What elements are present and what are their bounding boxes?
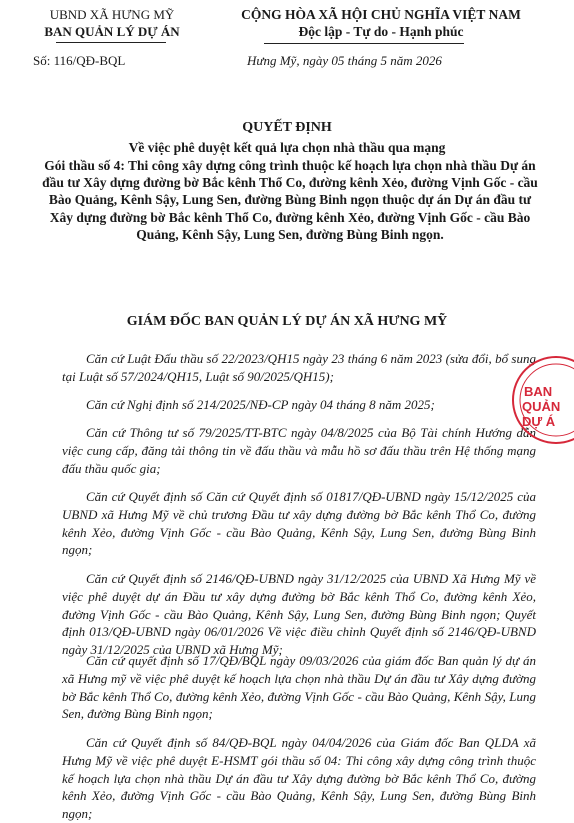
legal-basis-paragraph [62,734,536,823]
document-subject: Về việc phê duyệt kết quả lựa chọn nhà thầu qua mạng [128,140,446,155]
issuer-department: BAN QUẢN LÝ DỰ ÁN [44,24,180,39]
nation-title: CỘNG HÒA XÃ HỘI CHỦ NGHĨA VIỆT NAM [241,7,521,22]
authority-heading: GIÁM ĐỐC BAN QUẢN LÝ DỰ ÁN XÃ HƯNG MỸ [126,314,448,329]
paragraph-text: Căn cứ Quyết định số 84/QĐ-BQL ngày 04/04/2026 của Giám đốc Ban QLDA xã Hưng Mỹ về việc phê duyệt E-HSMT gói thầu số 04: Thi công xây dựng công trình thuộc kế hoạch lựa chọn nhà thầu Dự án đầu tư Xây dựng đường bờ Bắc kênh Thổ Co, đường kênh Xẻo, đường Vịnh Gốc - cầu Bào Quảng, Kênh Sậy, Lung Sen, đường Bùng Binh ngọn; [62,735,536,822]
svg-text:QUẢN: QUẢN [522,399,561,414]
paragraph-text: Căn cứ Nghị định số 214/2025/NĐ-CP ngày 04 tháng 8 năm 2025; [86,397,435,412]
paragraph-text: Căn cứ Thông tư số 79/2025/TT-BTC ngày 04/8/2025 của Bộ Tài chính Hướng dẫn việc cung cấp, đăng tải thông tin về đấu thầu và mẫu hồ sơ đấu thầu trên Hệ thống mạng đấu thầu quốc gia; [62,425,536,476]
issuer-block [12,6,212,40]
issuer-org: UBND XÃ HƯNG MỸ [49,7,175,22]
legal-basis-paragraph [62,396,536,414]
official-seal [508,352,574,442]
package-description: Gói thầu số 4: Thi công xây dựng công trình thuộc kế hoạch lựa chọn nhà thầu Dự án đầu tư Xây dựng đường bờ Bắc kênh Thổ Co, đường kênh Xẻo, đường Vịnh Gốc - cầu Bào Quảng, Kênh Sậy, Lung Sen, đường Bùng Binh ngọn thuộc dự án Dự án đầu tư Xây dựng đường bờ Bắc kênh Thổ Co, đường kênh Xẻo, đường Vịnh Gốc - cầu Bào Quảng, Kênh Sậy, Lung Sen, đường Bùng Binh ngọn. [42,158,538,242]
legal-basis-paragraph [62,350,536,386]
legal-basis-paragraph [62,424,536,477]
motto-underline [264,43,464,44]
document-title: QUYẾT ĐỊNH [242,120,332,135]
legal-basis-paragraph [62,488,536,559]
date-line: Hưng Mỹ, ngày 05 tháng 5 năm 2026 [247,53,442,68]
paragraph-text: Căn cứ Quyết định số Căn cứ Quyết định số 01817/QĐ-UBND ngày 15/12/2025 của UBND xã Hưng Mỹ về chủ trương Đầu tư xây dựng đường bờ Bắc kênh Thổ Co, đường kênh Xẻo, đường Vịnh Gốc - cầu Bào Quảng, Kênh Sậy, Lung Sen, đường Bùng Binh ngọn; [62,489,536,558]
national-motto: Độc lập - Tự do - Hạnh phúc [298,24,464,39]
legal-basis-paragraph [62,570,536,659]
document-number: Số: 116/QĐ-BQL [33,53,126,68]
paragraph-text: Căn cứ Luật Đấu thầu số 22/2023/QH15 ngày 23 tháng 6 năm 2023 (sửa đổi, bổ sung tại Luật số 57/2024/QH15, Luật số 90/2025/QH15); [62,351,536,384]
paragraph-text: Căn cứ quyết định số 17/QĐ/BQL ngày 09/03/2026 của giám đốc Ban quản lý dự án xã Hưng mỹ về việc phê duyệt kế hoạch lựa chọn nhà thầu Dự án đầu tư Xây dựng đường bờ Bắc kênh Thổ Co, đường kênh Xẻo, đường Vịnh Gốc - cầu Bào Quảng, Kênh Sậy, Lung Sen, đường Bùng Binh ngọn; [62,653,536,722]
national-header [196,6,566,40]
svg-text:BAN: BAN [524,384,553,399]
legal-basis-paragraph [62,652,536,723]
issuer-underline [56,42,166,43]
svg-text:DỰ Á: DỰ Á [522,414,556,429]
paragraph-text: Căn cứ Quyết định số 2146/QĐ-UBND ngày 31/12/2025 của UBND Xã Hưng Mỹ về việc phê duyệt dự án Đầu tư xây dựng đường bờ Bắc kênh Thổ Co, đường kênh Xẻo, đường Vịnh Gốc - cầu Bào Quảng, Kênh Sậy, Lung Sen, đường Bùng Binh ngọn; Quyết định 013/QĐ-UBND ngày 06/01/2026 Về việc điều chỉnh Quyết định số 2146/QĐ-UBND ngày 31/12/2025 của UBND xã Hưng Mỹ; [62,571,536,658]
